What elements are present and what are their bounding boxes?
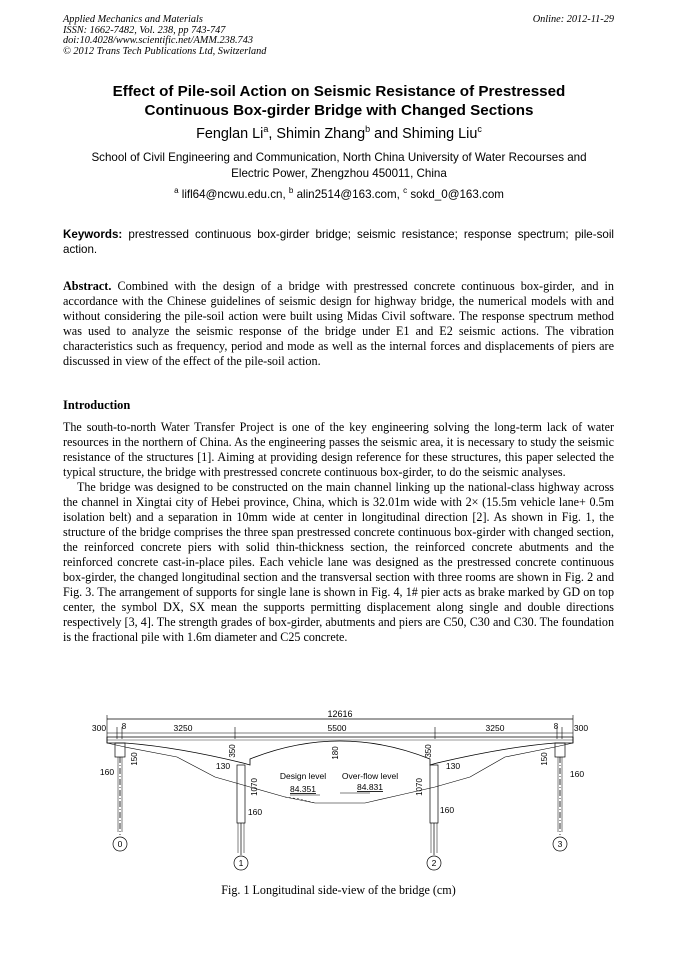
height-right-abut: 150 [540,752,549,766]
support-label-1: 1 [238,858,244,868]
abstract-label: Abstract. [63,279,112,293]
introduction-heading: Introduction [63,398,131,412]
online-date: Online: 2012-11-29 [532,14,614,25]
email-a[interactable]: lifl64@ncwu.edu.cn, [178,187,289,201]
keywords [63,228,614,257]
pile-dim-right: 160 [569,769,585,779]
email-c-sup: c [403,186,408,195]
dim-left-gap: 8 [121,722,127,731]
bridge-side-view-figure [85,707,595,877]
keywords-text: prestressed continuous box-girder bridge; seismic resistance; response spectrum; pile-soil action. [63,228,614,256]
introduction-body [63,420,614,645]
affiliation [60,150,618,182]
height-mid: 180 [331,746,340,760]
author-2: Shimin Zhang [276,125,366,142]
affiliation-line-1: School of Civil Engineering and Communication, North China University of Water Recourses and [91,151,587,164]
support-label-2: 2 [431,858,437,868]
abstract-text: Combined with the design of a bridge with prestressed concrete continuous box-girder, and in accordance with the Chinese guidelines of seismic design for highway bridge, the numerical models with and without considering the pile-soil action were built using Midas Civil software. The response spectrum method was used to analyze the seismic response of the bridge under E1 and E2 seismic actions. The vibration characteristics such as frequency, period and mode as well as the internal forces and displacements of piers are discussed in view of the effect of the pile-soil action. [63,279,614,369]
dim-right-span: 3250 [485,723,505,733]
intro-paragraph-2: The bridge was designed to be constructed on the main channel linking up the national-class highway across the channel in Xingtai city of Hebei province, China, which is 32.01m wide with 2× (15.5m vehicle lane+ 0.5m isolation belt) and a separation in 10mm wide at center in longitudinal direction [2]. As shown in Fig. 1, the structure of the bridge comprises the three span prestressed concrete continuous box-girder with changed section, the reinforced concrete piers with solid thin-thickness section, the reinforced concrete abutments and the reinforced concrete cast-in-place piles. Each vehicle lane was designed as the prestressed concrete continuous box-girder, the changed longitudinal section and the transversal section with three rooms are shown in Fig. 2 and Fig. 3. The arrangement of supports for single lane is shown in Fig. 4, 1# pier acts as brake marked by GD on top center, the symbol DX, SX mean the supports permitting displacement along single and double directions respectively [3, 4]. The strength grades of box-girder, abutments and piers are C50, C30 and C30. The foundation is the fractional pile with 1.6m diameter and C25 concrete. [63,480,614,644]
copyright-line: © 2012 Trans Tech Publications Ltd, Switzerland [63,45,267,57]
figure-caption: Fig. 1 Longitudinal side-view of the bridge (cm) [221,883,456,897]
email-b[interactable]: alin2514@163.com, [293,187,404,201]
email-c[interactable]: sokd_0@163.com [407,187,504,201]
dim-total: 12616 [327,709,353,719]
author-1: Fenglan Li [196,125,264,142]
pier-1 [237,765,245,823]
abstract [63,279,614,370]
author-emails [60,186,618,201]
dim-right-abut: 300 [573,723,589,733]
ground-profile [107,743,573,803]
author-2-sup: b [365,124,371,134]
pile-dim-left: 160 [99,767,115,777]
title-line-1: Effect of Pile-soil Action on Seismic Resistance of Prestressed [112,83,566,100]
pier-dim-1b: 1070 [250,778,259,796]
overflow-level-value: 84.831 [357,782,383,792]
author-3-sup: c [477,124,482,134]
pier-2 [430,765,438,823]
support-label-0: 0 [117,839,123,849]
keywords-label: Keywords: [63,228,123,241]
email-a-sup: a [174,186,179,195]
dim-mid-span: 5500 [327,723,347,733]
doi-line: doi:10.4028/www.scientific.net/AMM.238.743 [63,35,253,47]
author-1-sup: a [263,124,269,134]
pier-dim-2b: 130 [445,761,461,771]
author-sep-2: and [370,125,403,142]
title-line-2: Continuous Box-girder Bridge with Changed Sections [144,101,534,119]
pile-dim-2: 160 [439,805,455,815]
height-left-abut: 150 [130,752,139,766]
dim-left-abut: 300 [91,723,107,733]
height-pier1-top: 350 [228,744,237,758]
issn-line: ISSN: 1662-7482, Vol. 238, pp 743-747 [63,24,226,36]
dim-right-gap: 8 [553,722,559,731]
overflow-level-label: Over-flow level [341,771,399,781]
journal-name: Applied Mechanics and Materials [63,14,203,25]
affiliation-line-2: Electric Power, Zhengzhou 450011, China [231,167,447,180]
author-3: Shiming Liu [402,125,478,142]
intro-paragraph-1: The south-to-north Water Transfer Project is one of the key engineering solving the long-term lack of water resources in the northern of China. As the engineering passes the seismic area, it is necessary to study the seismic resistance of the structures [1]. Aiming at providing design reference for these structures, this paper selected the typical structure, the bridge with prestressed concrete continuous box-girder, to do the seismic analyses. [63,420,614,479]
author-list [40,124,638,142]
paper-title [40,83,638,120]
pile-dim-1: 160 [247,807,263,817]
design-level-value: 84.351 [290,784,316,794]
journal-header [63,15,266,57]
pier-dim-2a: 1070 [415,778,424,796]
dim-left-span: 3250 [173,723,193,733]
author-sep-1: , [268,125,277,142]
height-pier2-top: 350 [424,744,433,758]
support-label-3: 3 [557,839,563,849]
email-b-sup: b [288,186,294,195]
design-level-label: Design level [279,771,327,781]
pier-dim-1a: 130 [215,761,231,771]
box-girder [107,737,573,765]
